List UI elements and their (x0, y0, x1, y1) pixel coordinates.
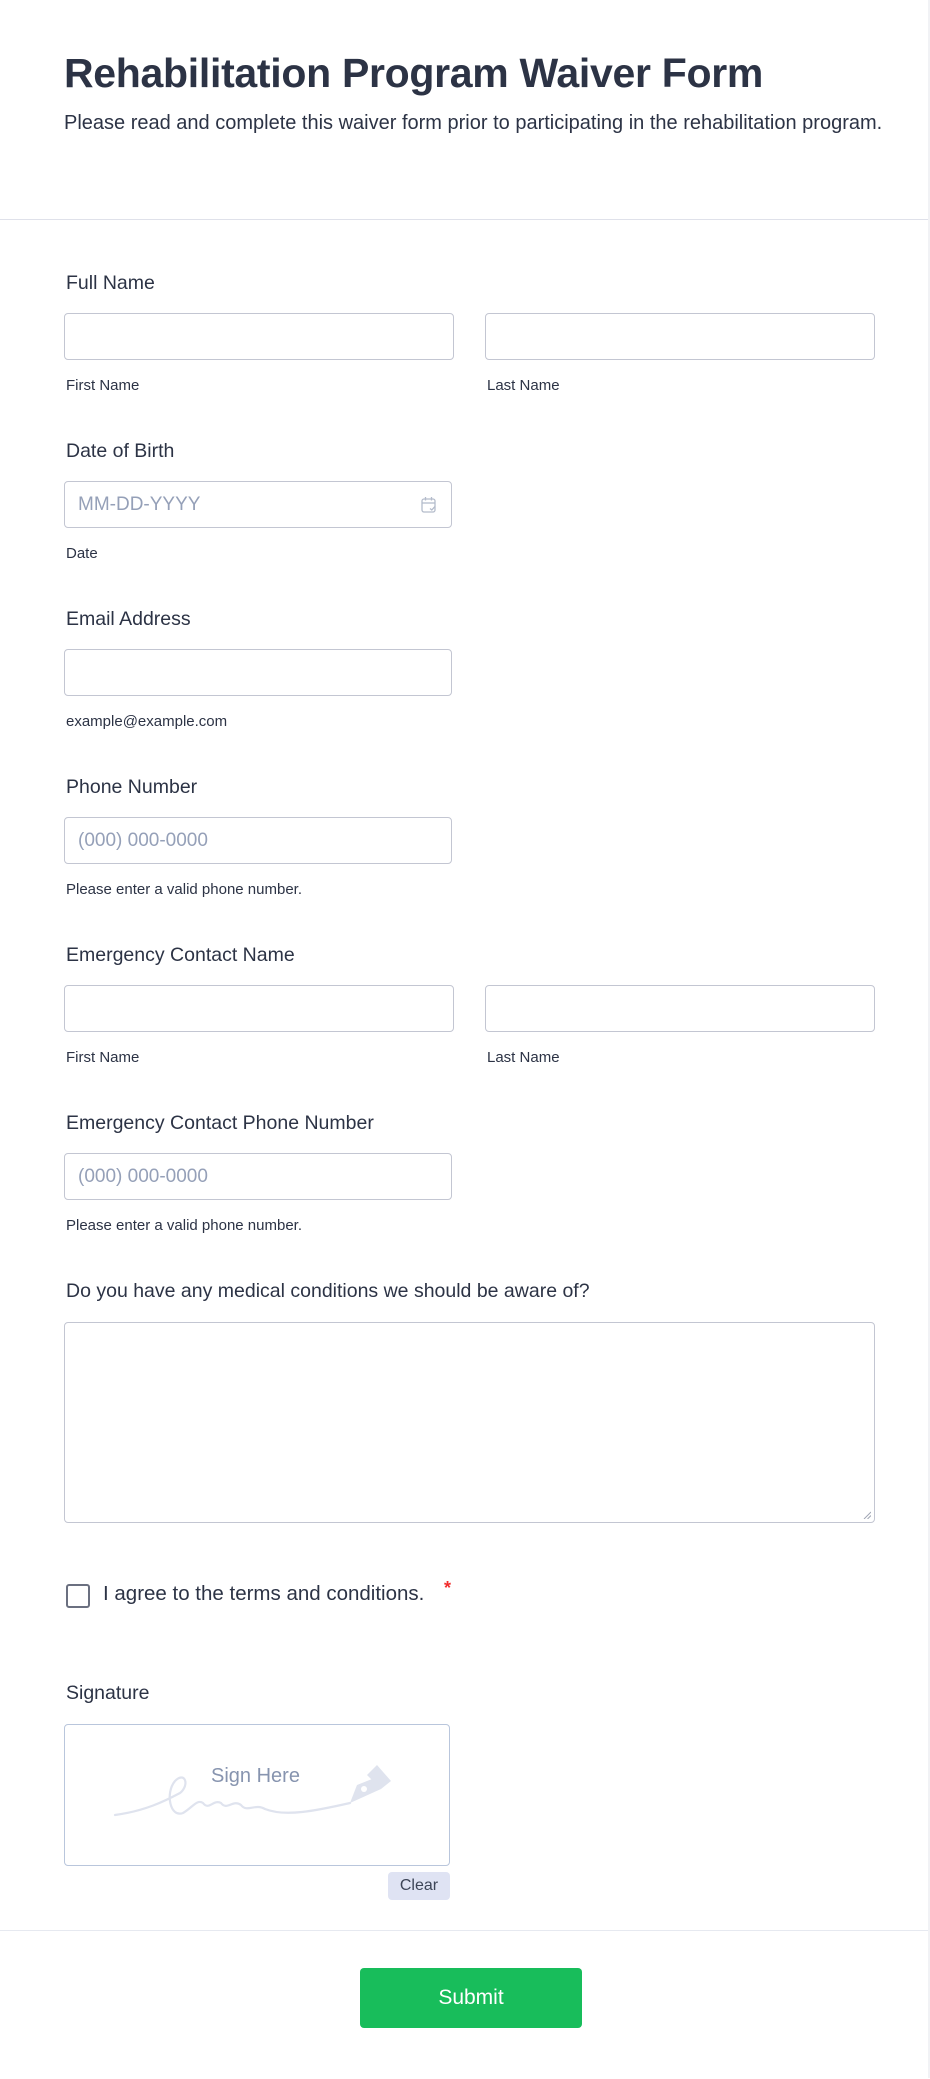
emergency-phone-input[interactable] (64, 1153, 452, 1200)
first-name-sublabel: First Name (66, 377, 140, 394)
emergency-phone-sublabel: Please enter a valid phone number. (66, 1217, 302, 1234)
medical-textarea[interactable] (64, 1322, 875, 1523)
phone-sublabel: Please enter a valid phone number. (66, 881, 302, 898)
clear-signature-button[interactable]: Clear (388, 1872, 450, 1900)
emergency-first-sublabel: First Name (66, 1049, 140, 1066)
resize-grip-icon[interactable] (863, 1511, 871, 1519)
terms-label[interactable]: I agree to the terms and conditions. (103, 1582, 425, 1605)
phone-input[interactable] (64, 817, 452, 864)
first-name-input[interactable] (64, 313, 454, 360)
signature-pad[interactable] (64, 1724, 450, 1866)
emergency-phone-placeholder: (000) 000-0000 (78, 1166, 208, 1187)
email-sublabel: example@example.com (66, 713, 228, 730)
signature-label: Signature (66, 1682, 150, 1704)
phone-placeholder: (000) 000-0000 (78, 830, 208, 851)
phone-label: Phone Number (66, 776, 198, 798)
email-label: Email Address (66, 608, 191, 630)
page-subtitle: Please read and complete this waiver form prior to participating in the rehabilitation program. (64, 112, 883, 134)
medical-label: Do you have any medical conditions we should be aware of? (66, 1280, 590, 1302)
terms-checkbox[interactable] (66, 1584, 90, 1608)
emergency-phone-label: Emergency Contact Phone Number (66, 1112, 374, 1134)
required-asterisk: * (444, 1578, 452, 1598)
emergency-last-name-input[interactable] (485, 985, 875, 1032)
dob-input[interactable] (64, 481, 452, 528)
emergency-last-sublabel: Last Name (487, 1049, 560, 1066)
form-header (0, 0, 930, 220)
calendar-icon[interactable] (421, 496, 437, 514)
submit-button[interactable]: Submit (360, 1968, 582, 2028)
emergency-name-label: Emergency Contact Name (66, 944, 295, 966)
email-input[interactable] (64, 649, 452, 696)
last-name-input[interactable] (485, 313, 875, 360)
dob-placeholder: MM-DD-YYYY (78, 494, 201, 515)
full-name-label: Full Name (66, 272, 155, 294)
sign-here-placeholder: Sign Here (211, 1765, 300, 1787)
emergency-first-name-input[interactable] (64, 985, 454, 1032)
page-title: Rehabilitation Program Waiver Form (64, 50, 764, 96)
dob-sublabel: Date (66, 545, 98, 562)
signature-scribble-icon (105, 1763, 405, 1823)
last-name-sublabel: Last Name (487, 377, 560, 394)
dob-label: Date of Birth (66, 440, 175, 462)
